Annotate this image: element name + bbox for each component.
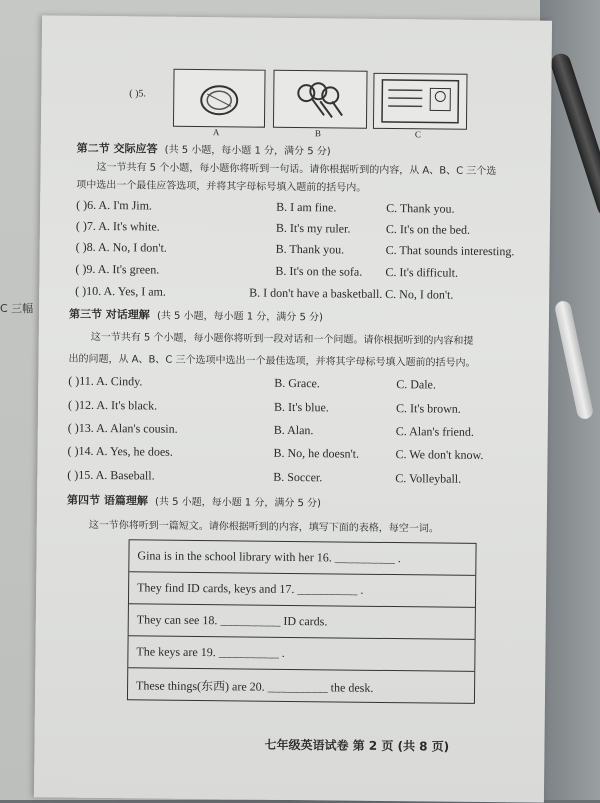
section-4-title: 第四节 语篇理解 (67, 492, 148, 509)
question-14-option-b: B. No, he doesn't. (273, 446, 359, 462)
question-7-option-b: B. It's my ruler. (276, 221, 351, 237)
question-10-option-b: B. I don't have a basketball. (249, 286, 382, 302)
question-15-option-c: C. Volleyball. (395, 471, 461, 487)
question-13-option-c: C. Alan's friend. (396, 424, 474, 440)
question-12-option-b: B. It's blue. (274, 400, 329, 416)
question-9-option-c: C. It's difficult. (385, 265, 458, 281)
question-13: ( )13. A. Alan's cousin. (68, 421, 178, 437)
margin-note: C 三幅 (0, 300, 33, 316)
section-4-info: (共 5 小题，每小题 1 分，满分 5 分) (155, 493, 321, 510)
section-3-title: 第三节 对话理解 (69, 306, 150, 323)
table-row-text: They can see 18. __________ ID cards. (137, 612, 328, 629)
option-a-label: A (213, 127, 220, 137)
question-8-option-c: C. That sounds interesting. (386, 243, 515, 259)
question-12-option-c: C. It's brown. (396, 401, 461, 417)
question-7-option-c: C. It's on the bed. (386, 222, 470, 238)
keys-icon (274, 71, 367, 128)
id-card-icon (374, 74, 467, 129)
page-footer: 七年级英语试卷 第 2 页 (共 8 页) (264, 736, 449, 755)
question-14-option-c: C. We don't know. (395, 447, 483, 463)
question-8: ( )8. A. No, I don't. (76, 240, 167, 256)
table-row (129, 540, 475, 576)
picture-b-keys (273, 70, 368, 129)
option-c-label: C (415, 129, 421, 139)
question-10: ( )10. A. Yes, I am. (75, 284, 166, 300)
question-15: ( )15. A. Baseball. (67, 468, 154, 484)
picture-a-ring (173, 69, 266, 128)
question-9-option-b: B. It's on the sofa. (275, 264, 362, 280)
ring-icon (174, 70, 265, 127)
question-10-option-c: C. No, I don't. (385, 287, 453, 303)
section-3-instruction: 出的问题，从 A、B、C 三个选项中选出一个最佳选项，并将其字母标号填入题前的括号内。 (68, 350, 475, 369)
section-2-title: 第二节 交际应答 (77, 140, 158, 157)
question-5-number: ( )5. (129, 88, 146, 99)
section-2-instruction: 项中选出一个最佳应答选项，并将其字母标号填入题前的括号内。 (76, 176, 366, 194)
table-row (128, 636, 474, 672)
option-b-label: B (315, 128, 321, 138)
table-row (129, 572, 475, 608)
picture-c-id-card (373, 73, 468, 130)
table-row-text: The keys are 19. __________ . (136, 644, 284, 661)
section-3-info: (共 5 小题，每小题 1 分，满分 5 分) (157, 307, 323, 324)
question-15-option-b: B. Soccer. (273, 470, 322, 486)
question-9: ( )9. A. It's green. (75, 262, 159, 278)
section-3-instruction: 这一节共有 5 个小题，每小题你将听到一段对话和一个问题。请你根据听到的内容和提 (91, 328, 474, 347)
question-6-option-b: B. I am fine. (276, 200, 336, 216)
section-2-info: (共 5 小题，每小题 1 分，满分 5 分) (165, 141, 331, 158)
exam-page (34, 15, 552, 802)
section-4-instruction: 这一节你将听到一篇短文。请你根据听到的内容，填写下面的表格，每空一词。 (89, 516, 439, 535)
section-2-instruction: 这一节共有 5 个小题，每小题你将听到一句话。请你根据听到的内容，从 A、B、C 三个选 (96, 158, 496, 177)
question-11-option-b: B. Grace. (274, 376, 320, 391)
question-6: ( )6. A. I'm Jim. (76, 198, 152, 214)
fill-in-table (127, 539, 477, 704)
table-row-text: They find ID cards, keys and 17. __________ . (137, 580, 363, 597)
question-11-option-c: C. Dale. (396, 377, 436, 392)
question-7: ( )7. A. It's white. (76, 219, 160, 235)
question-13-option-b: B. Alan. (274, 423, 314, 438)
question-11: ( )11. A. Cindy. (68, 374, 142, 390)
question-12: ( )12. A. It's black. (68, 398, 157, 414)
table-row-text: These things(东西) are 20. __________ the desk. (136, 676, 373, 695)
table-row (129, 604, 475, 640)
table-row (128, 668, 474, 703)
question-6-option-c: C. Thank you. (386, 201, 455, 217)
question-8-option-b: B. Thank you. (276, 242, 345, 258)
table-row-text: Gina is in the school library with her 16. __________ . (137, 548, 400, 566)
question-14: ( )14. A. Yes, he does. (67, 444, 172, 460)
